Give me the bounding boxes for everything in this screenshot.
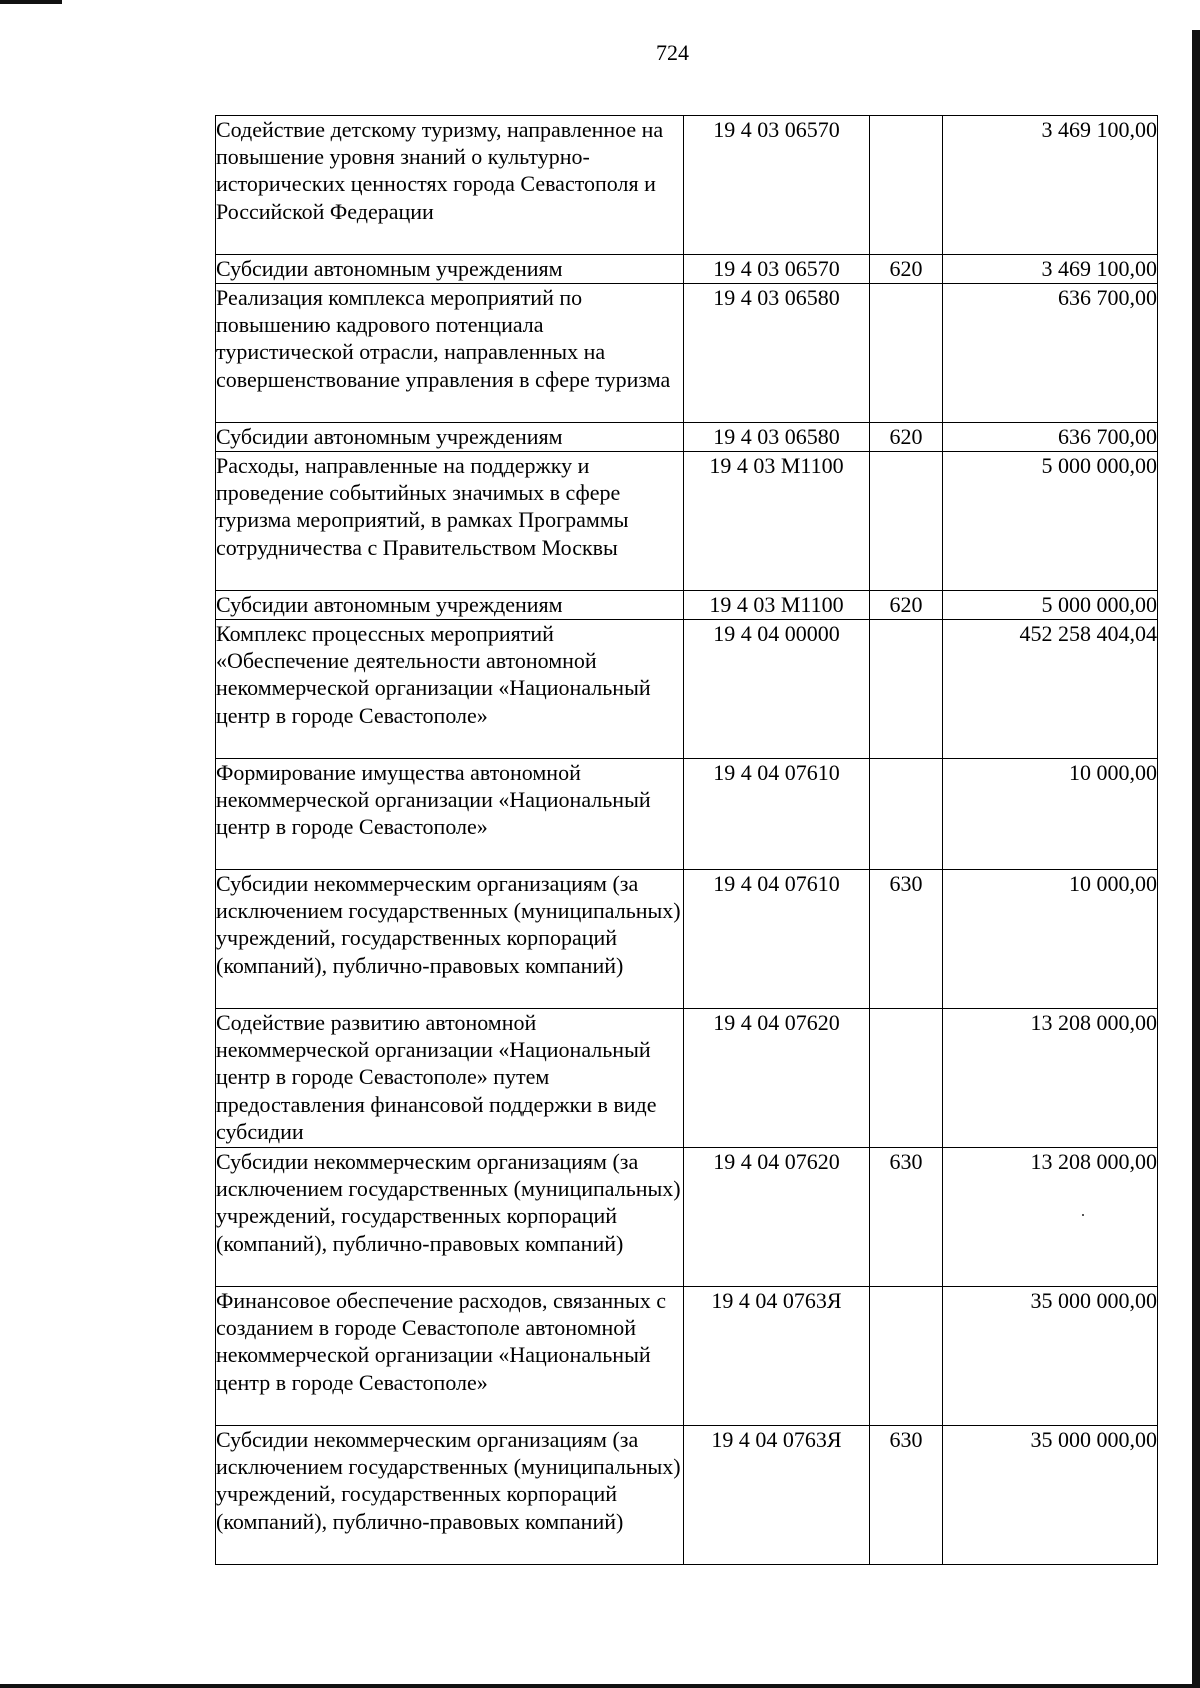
row-amount: 35 000 000,00 bbox=[943, 1287, 1158, 1426]
row-code: 19 4 03 06570 bbox=[684, 116, 870, 255]
row-kind bbox=[870, 116, 943, 255]
row-kind bbox=[870, 284, 943, 423]
row-name: Субсидии автономным учреждениям bbox=[216, 591, 684, 620]
row-kind bbox=[870, 452, 943, 591]
row-kind: 630 bbox=[870, 870, 943, 1009]
row-name: Содействие детскому туризму, направленное на повышение уровня знаний о культурно-исторических ценностях города Севастополя и Российской Федерации bbox=[216, 116, 684, 255]
row-name: Субсидии некоммерческим организациям (за исключением государственных (муниципальных) учреждений, государственных корпораций (компаний), публично-правовых компаний) bbox=[216, 1426, 684, 1565]
table-row bbox=[216, 1148, 1158, 1287]
row-code: 19 4 03 06580 bbox=[684, 284, 870, 423]
row-code: 19 4 03 М1100 bbox=[684, 452, 870, 591]
row-kind bbox=[870, 620, 943, 759]
row-kind bbox=[870, 1287, 943, 1426]
scan-edge-top bbox=[0, 0, 62, 4]
row-code: 19 4 04 07610 bbox=[684, 870, 870, 1009]
table-row bbox=[216, 759, 1158, 870]
row-kind: 630 bbox=[870, 1148, 943, 1287]
table-row bbox=[216, 591, 1158, 620]
row-name: Субсидии автономным учреждениям bbox=[216, 423, 684, 452]
row-kind: 620 bbox=[870, 423, 943, 452]
table-row bbox=[216, 284, 1158, 423]
row-amount: 13 208 000,00 bbox=[943, 1009, 1158, 1148]
scan-edge-right bbox=[1192, 30, 1200, 1688]
row-amount: 452 258 404,04 bbox=[943, 620, 1158, 759]
scan-edge-bottom bbox=[0, 1684, 1200, 1688]
row-kind bbox=[870, 1009, 943, 1148]
row-name: Субсидии автономным учреждениям bbox=[216, 255, 684, 284]
row-code: 19 4 04 00000 bbox=[684, 620, 870, 759]
row-kind: 620 bbox=[870, 255, 943, 284]
row-name: Финансовое обеспечение расходов, связанных с созданием в городе Севастополе автономной некоммерческой организации «Национальный центр в городе Севастополе» bbox=[216, 1287, 684, 1426]
page-number: 724 bbox=[656, 40, 689, 65]
row-kind: 620 bbox=[870, 591, 943, 620]
row-code: 19 4 04 07610 bbox=[684, 759, 870, 870]
row-amount: 5 000 000,00 bbox=[943, 591, 1158, 620]
table-row bbox=[216, 1287, 1158, 1426]
row-amount: 10 000,00 bbox=[943, 759, 1158, 870]
row-code: 19 4 03 06580 bbox=[684, 423, 870, 452]
row-amount: 35 000 000,00 bbox=[943, 1426, 1158, 1565]
row-name: Формирование имущества автономной некоммерческой организации «Национальный центр в городе Севастополе» bbox=[216, 759, 684, 870]
row-name: Субсидии некоммерческим организациям (за исключением государственных (муниципальных) учреждений, государственных корпораций (компаний), публично-правовых компаний) bbox=[216, 1148, 684, 1287]
row-name: Комплекс процессных мероприятий «Обеспечение деятельности автономной некоммерческой организации «Национальный центр в городе Севастополе» bbox=[216, 620, 684, 759]
scan-speck bbox=[1082, 1214, 1084, 1216]
row-code: 19 4 04 0763Я bbox=[684, 1426, 870, 1565]
row-name: Расходы, направленные на поддержку и проведение событийных значимых в сфере туризма мероприятий, в рамках Программы сотрудничества с Правительством Москвы bbox=[216, 452, 684, 591]
table-row bbox=[216, 423, 1158, 452]
table-row bbox=[216, 870, 1158, 1009]
budget-table bbox=[215, 115, 1158, 1565]
row-amount: 3 469 100,00 bbox=[943, 116, 1158, 255]
row-amount: 3 469 100,00 bbox=[943, 255, 1158, 284]
table-row bbox=[216, 1009, 1158, 1148]
table-row bbox=[216, 452, 1158, 591]
row-code: 19 4 04 07620 bbox=[684, 1148, 870, 1287]
row-code: 19 4 04 07620 bbox=[684, 1009, 870, 1148]
row-amount: 10 000,00 bbox=[943, 870, 1158, 1009]
row-amount: 636 700,00 bbox=[943, 423, 1158, 452]
table-row bbox=[216, 255, 1158, 284]
row-name: Содействие развитию автономной некоммерческой организации «Национальный центр в городе Севастополе» путем предоставления финансовой поддержки в виде субсидии bbox=[216, 1009, 684, 1148]
row-name: Реализация комплекса мероприятий по повышению кадрового потенциала туристической отрасли, направленных на совершенствование управления в сфере туризма bbox=[216, 284, 684, 423]
table-row bbox=[216, 116, 1158, 255]
row-name: Субсидии некоммерческим организациям (за исключением государственных (муниципальных) учреждений, государственных корпораций (компаний), публично-правовых компаний) bbox=[216, 870, 684, 1009]
row-amount: 636 700,00 bbox=[943, 284, 1158, 423]
row-amount: 13 208 000,00 bbox=[943, 1148, 1158, 1287]
row-amount: 5 000 000,00 bbox=[943, 452, 1158, 591]
row-code: 19 4 03 06570 bbox=[684, 255, 870, 284]
row-code: 19 4 04 0763Я bbox=[684, 1287, 870, 1426]
table-row bbox=[216, 1426, 1158, 1565]
table-row bbox=[216, 620, 1158, 759]
row-code: 19 4 03 М1100 bbox=[684, 591, 870, 620]
row-kind bbox=[870, 759, 943, 870]
row-kind: 630 bbox=[870, 1426, 943, 1565]
